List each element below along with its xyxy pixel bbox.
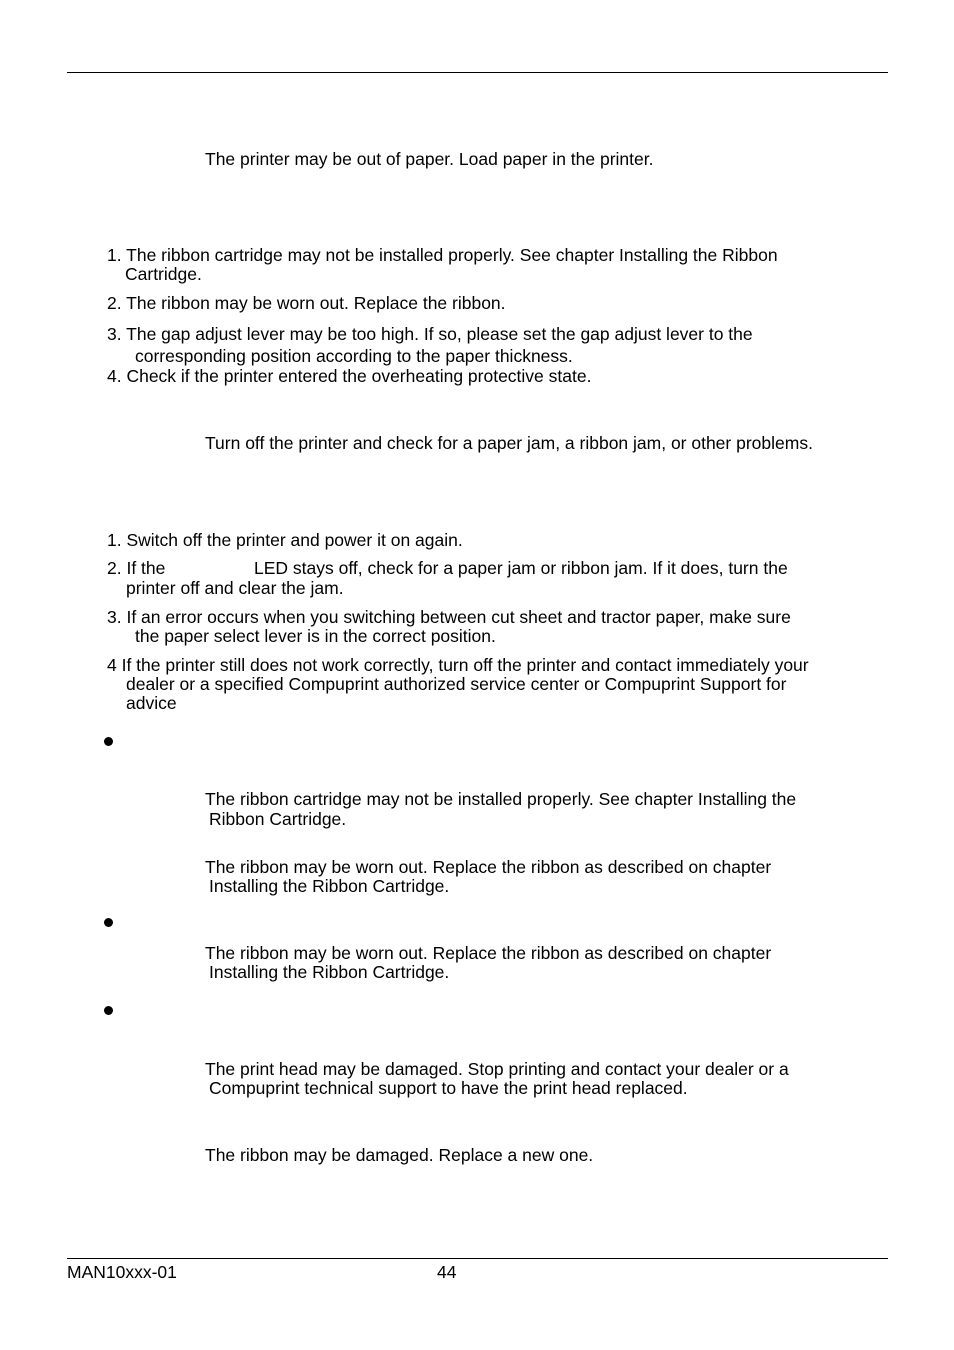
list-item: 2. The ribbon may be worn out. Replace the ribbon. xyxy=(107,293,506,313)
list-item: 3. If an error occurs when you switching between cut sheet and tractor paper, make sure xyxy=(107,607,791,627)
list-item: 1. Switch off the printer and power it on again. xyxy=(107,530,463,550)
paper-jam-answer: Turn off the printer and check for a paper jam, a ribbon jam, or other problems. xyxy=(205,433,813,453)
list-item-continuation: advice xyxy=(126,693,177,713)
bullet-icon xyxy=(104,1006,113,1015)
list-item: 4. Check if the printer entered the overheating protective state. xyxy=(107,366,592,386)
list-item-continuation: corresponding position according to the paper thickness. xyxy=(135,346,573,366)
answer-text-continuation: Installing the Ribbon Cartridge. xyxy=(209,876,450,896)
bullet-icon xyxy=(104,737,113,746)
list-item-continuation: dealer or a specified Compuprint authorized service center or Compuprint Support for xyxy=(126,674,787,694)
list-item-continuation: the paper select lever is in the correct position. xyxy=(135,626,496,646)
list-item-continuation: LED stays off, check for a paper jam or ribbon jam. If it does, turn the xyxy=(254,558,788,578)
answer-text-continuation: Compuprint technical support to have the print head replaced. xyxy=(209,1078,688,1098)
answer-text: The ribbon may be worn out. Replace the ribbon as described on chapter xyxy=(205,943,772,963)
answer-text: The print head may be damaged. Stop printing and contact your dealer or a xyxy=(205,1059,789,1079)
answer-text: The ribbon may be damaged. Replace a new one. xyxy=(205,1145,594,1165)
header-rule xyxy=(67,72,888,73)
list-item-continuation: Cartridge. xyxy=(125,264,202,284)
list-item: 1. The ribbon cartridge may not be installed properly. See chapter Installing the Ribbon xyxy=(107,245,778,265)
footer-doc-code: MAN10xxx-01 xyxy=(67,1262,177,1282)
paper-out-answer: The printer may be out of paper. Load paper in the printer. xyxy=(205,149,654,169)
bullet-icon xyxy=(104,918,113,927)
footer-rule xyxy=(67,1258,888,1259)
list-item-continuation: printer off and clear the jam. xyxy=(126,578,344,598)
page-number: 44 xyxy=(437,1262,457,1282)
list-item: 4 If the printer still does not work correctly, turn off the printer and contact immediately your xyxy=(107,655,809,675)
answer-text: The ribbon cartridge may not be installed properly. See chapter Installing the xyxy=(205,789,797,809)
list-item: 2. If the xyxy=(107,558,166,578)
list-item: 3. The gap adjust lever may be too high. If so, please set the gap adjust lever to the xyxy=(107,324,753,344)
answer-text-continuation: Ribbon Cartridge. xyxy=(209,809,347,829)
answer-text: The ribbon may be worn out. Replace the ribbon as described on chapter xyxy=(205,857,772,877)
answer-text-continuation: Installing the Ribbon Cartridge. xyxy=(209,962,450,982)
